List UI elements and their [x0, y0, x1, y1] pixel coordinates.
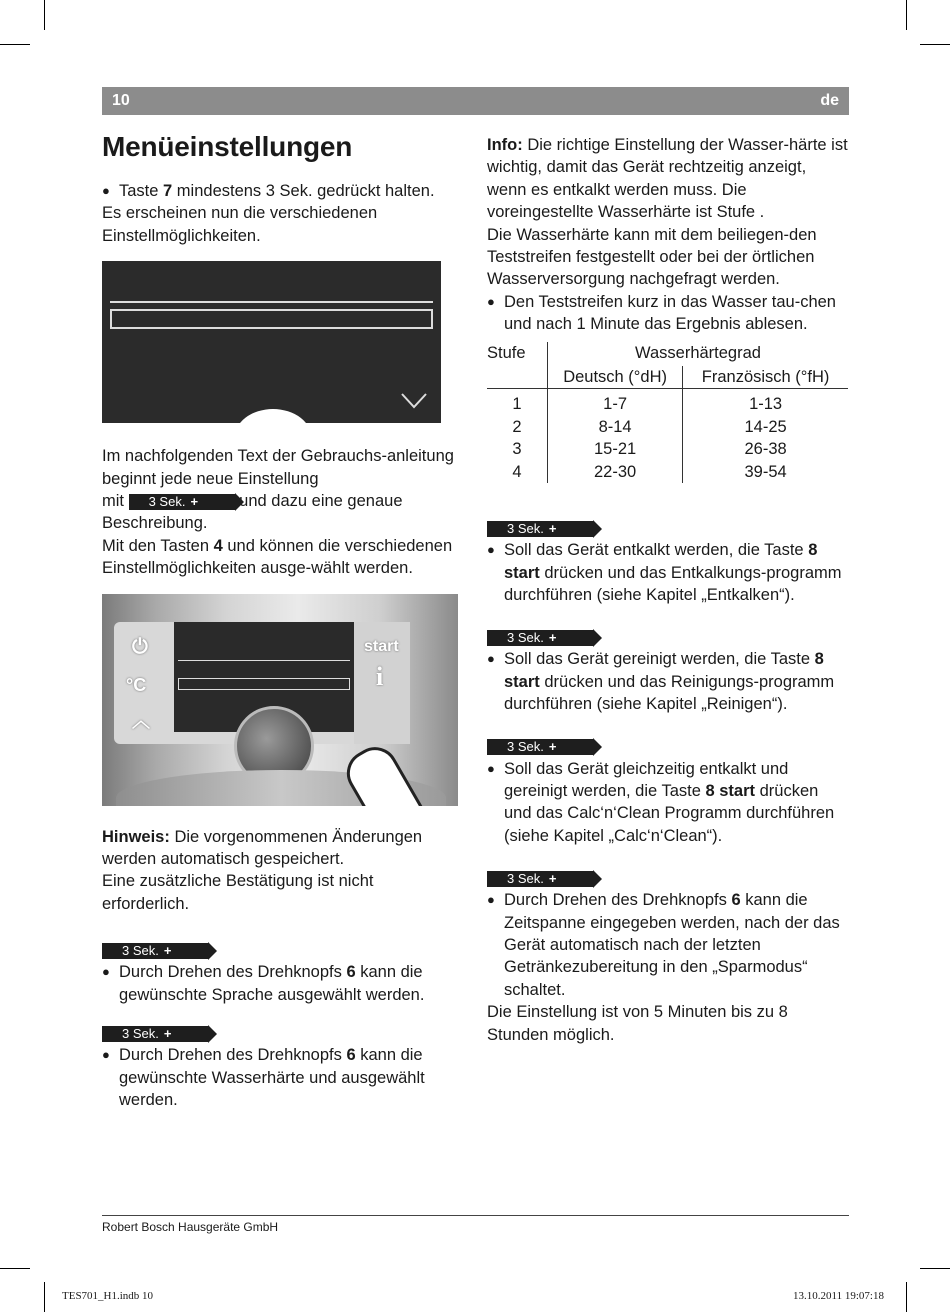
badge-3-sek: 3 Sek. + — [487, 521, 593, 537]
table-header-fr: Französisch (°fH) — [683, 366, 848, 389]
table-header-de: Deutsch (°dH) — [548, 366, 683, 389]
info-text: Info: Die richtige Einstellung der Wasser-härte ist wichtig, damit das Gerät rechtzeitig anzeigt, wenn es entkalkt werden muss. Die voreingestellte Wasserhärte ist Stufe . — [487, 136, 848, 222]
knob-outline — [234, 409, 312, 423]
badge-3-sek: 3 Sek. + — [487, 739, 593, 755]
display-line — [110, 301, 433, 303]
crop-mark — [920, 44, 950, 45]
badge-row — [102, 1022, 464, 1040]
control-panel-photo — [102, 594, 458, 806]
text-instruction-line: Im nachfolgenden Text der Gebrauchs-anleitung beginnt jede neue Einstellung — [102, 447, 454, 488]
hint-text-2: Eine zusätzliche Bestätigung ist nicht erforderlich. — [102, 872, 374, 913]
badge-3-sek: 3 Sek. + — [129, 494, 235, 510]
footer — [102, 1215, 849, 1234]
intro-text: Es erscheinen nun die verschiedenen Einstellmöglichkeiten. — [102, 204, 378, 245]
language-code: de — [820, 92, 839, 109]
info-icon: i — [376, 661, 384, 691]
badge-3-sek: 3 Sek. + — [102, 1026, 208, 1042]
badge-row — [102, 939, 464, 957]
bullet-hold-key: ● Taste 7 mindestens 3 Sek. gedrückt halten. — [102, 180, 464, 202]
badge-row — [487, 736, 849, 754]
bullet-language: ● Durch Drehen des Drehknopfs 6 kann die gewünschte Sprache ausgewählt werden. — [102, 961, 464, 1006]
display-illustration — [102, 261, 441, 423]
table-header-stufe: Stufe — [487, 342, 548, 389]
page-header-bar — [102, 87, 849, 115]
celsius-icon: °C — [126, 674, 147, 695]
badge-row — [487, 867, 849, 885]
badge-3-sek: 3 Sek. + — [487, 630, 593, 646]
bullet-clean: ● Soll das Gerät gereinigt werden, die Taste 8 start drücken und das Reinigungs-programm durchführen (siehe Kapitel „Reinigen“). — [487, 648, 849, 715]
badge-3-sek: 3 Sek. + — [102, 943, 208, 959]
table-row: 4 22-30 39-54 — [487, 461, 848, 483]
badge-3-sek: 3 Sek. + — [487, 871, 593, 887]
crop-mark — [0, 1268, 30, 1269]
closing-text: Die Einstellung ist von 5 Minuten bis zu 8 Stunden möglich. — [487, 1003, 788, 1044]
table-row: 3 15-21 26-38 — [487, 438, 848, 460]
hint-text: Hinweis: Die vorgenommenen Änderungen werden automatisch gespeichert. — [102, 827, 423, 869]
power-icon: ⏻ — [132, 635, 148, 658]
bullet-water-hardness: ● Durch Drehen des Drehknopfs 6 kann die gewünschte Wasserhärte und ausgewählt werden. — [102, 1044, 464, 1111]
page-title: Menüeinstellungen — [102, 131, 353, 162]
crop-mark — [920, 1268, 950, 1269]
bullet-calc-clean: ● Soll das Gerät gleichzeitig entkalkt und gereinigt werden, die Taste 8 start drücken und das Calc‘n‘Clean Programm durchführen (siehe Kapitel „Calc‘n‘Clean“). — [487, 758, 849, 848]
table-header-group: Wasserhärtegrad — [635, 343, 761, 362]
crop-mark — [44, 0, 45, 30]
crop-mark — [0, 44, 30, 45]
crop-mark — [906, 1282, 907, 1312]
badge-row — [487, 517, 849, 535]
chevron-up-icon: ︿ — [132, 710, 150, 731]
chevron-down-icon — [401, 393, 427, 409]
left-column — [102, 130, 464, 1111]
right-column — [487, 134, 849, 1046]
water-hardness-table — [487, 342, 848, 483]
bullet-energy-save: ● Durch Drehen des Drehknopfs 6 kann die Zeitspanne eingegeben werden, nach der das Gerät automatisch nach der letzten Getränkezubereitung in den „Sparmodus“ schaltet. — [487, 889, 849, 1001]
date-slug: 13.10.2011 19:07:18 — [793, 1290, 884, 1302]
display-selection-box — [110, 309, 433, 329]
text-instruction-mit: mit 3 Sek. + und dazu eine genaue Beschreibung. — [102, 492, 403, 533]
crop-mark — [906, 0, 907, 30]
page-number: 10 — [112, 92, 130, 109]
file-slug: TES701_H1.indb 10 — [62, 1290, 154, 1302]
bullet-test-strip: ● Den Teststreifen kurz in das Wasser tau-chen und nach 1 Minute das Ergebnis ablesen. — [487, 291, 849, 336]
company-name: Robert Bosch Hausgeräte GmbH — [102, 1220, 279, 1234]
bullet-descale: ● Soll das Gerät entkalkt werden, die Taste 8 start drücken und das Entkalkungs-programm durchführen (siehe Kapitel „Entkalken“). — [487, 539, 849, 606]
info-text-2: Die Wasserhärte kann mit dem beiliegen-den Teststreifen festgestellt oder bei der örtlichen Wasserversorgung nachgefragt werden. — [487, 225, 817, 289]
start-label: start — [364, 637, 399, 655]
crop-mark — [44, 1282, 45, 1312]
badge-row — [487, 626, 849, 644]
text-select-keys: Mit den Tasten 4 und können die verschiedenen Einstellmöglichkeiten ausge-wählt werden. — [102, 536, 453, 578]
table-row: 1 1-7 1-13 — [487, 389, 848, 416]
table-row: 2 8-14 14-25 — [487, 416, 848, 438]
